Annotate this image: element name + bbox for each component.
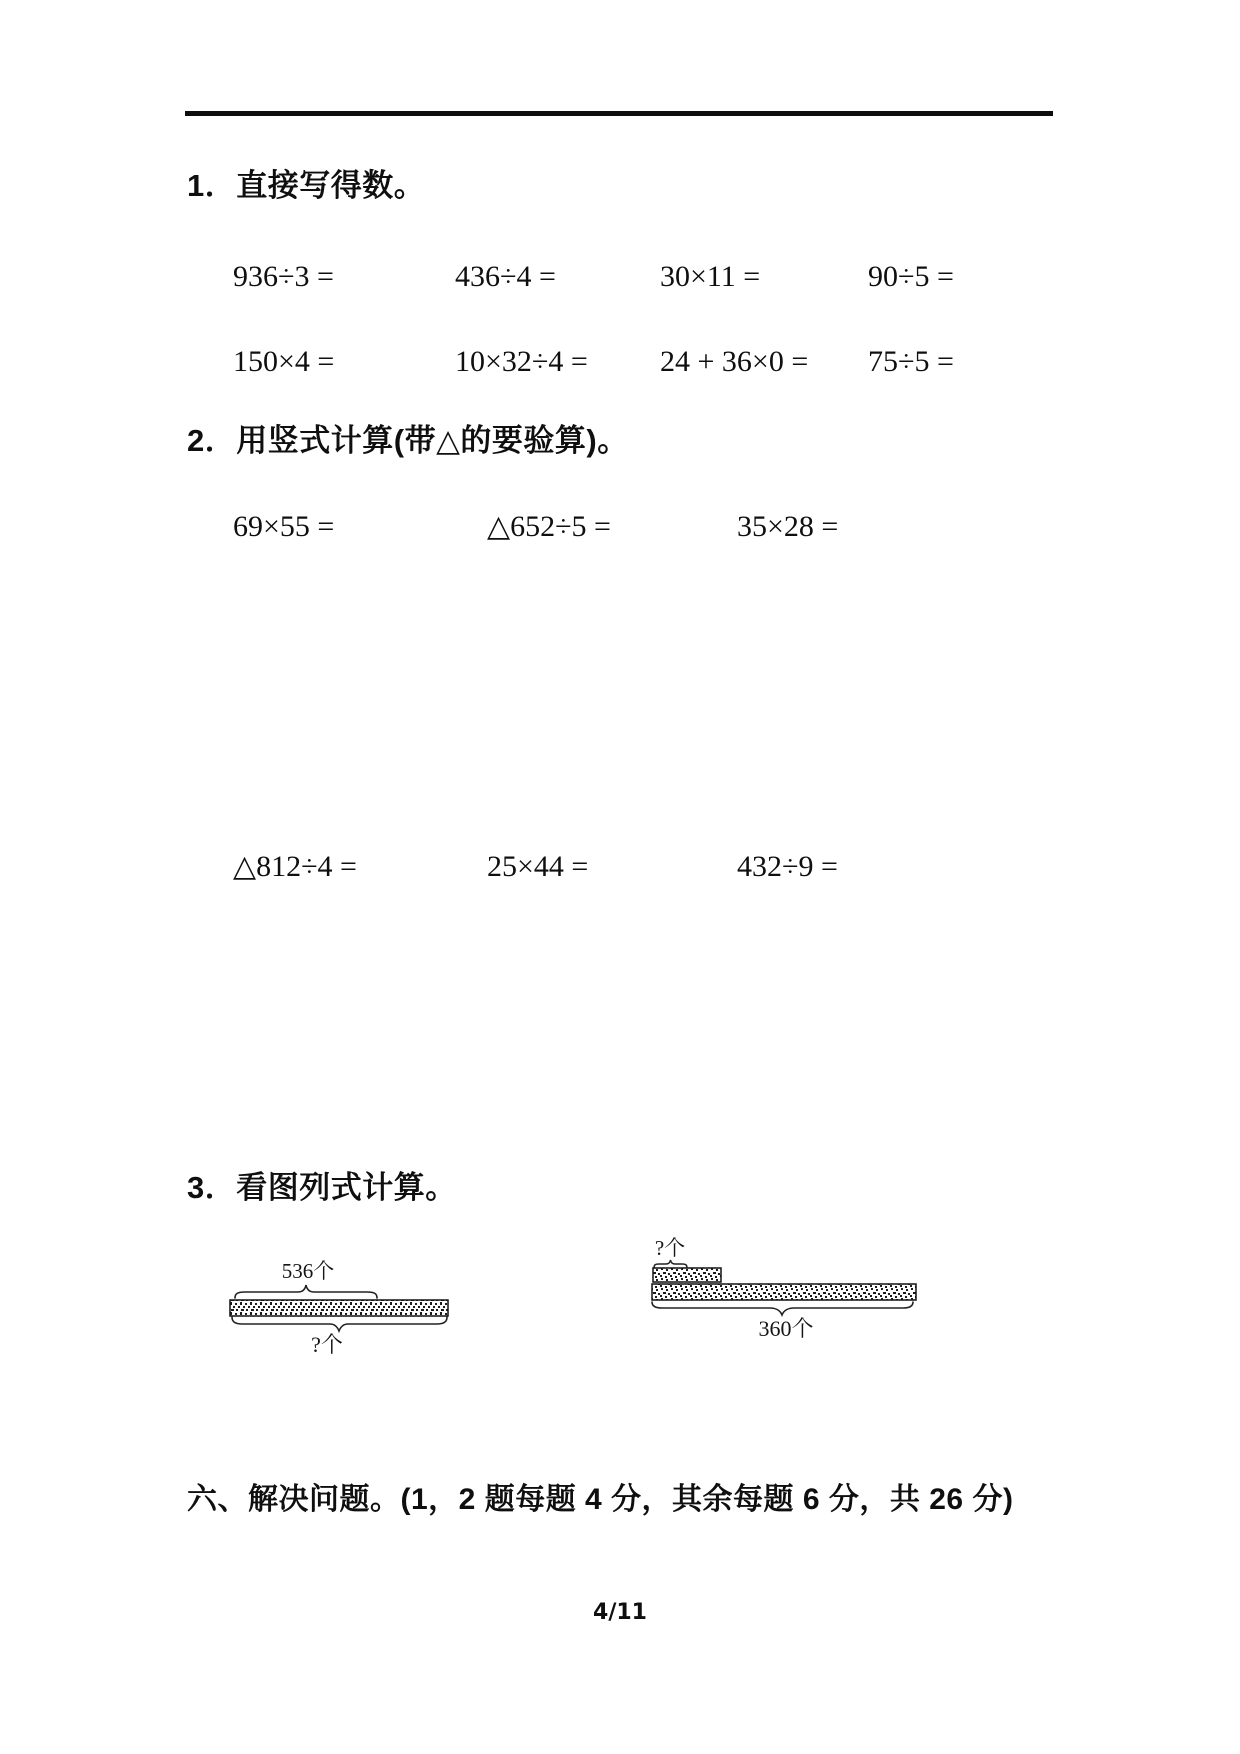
q1-expression-2: 436÷4 = (455, 260, 556, 293)
section6-heading: 六、解决问题。(1，2 题每题 4 分，其余每题 6 分，共 26 分) (187, 1483, 1014, 1516)
q2-expression-2: △652÷5 = (487, 510, 611, 543)
diagram-right-bottom-brace (652, 1302, 913, 1315)
q2-expression-1: 69×55 = (233, 510, 335, 543)
diagram-left-bottom-brace (232, 1317, 447, 1331)
q2-expression-3: 35×28 = (737, 510, 839, 543)
diagram-right-long-bar (652, 1284, 916, 1300)
diagram-right-top-brace (654, 1260, 687, 1268)
page-number: 4/11 (593, 1600, 647, 1625)
question2-heading: 2．用竖式计算(带△的要验算)。 (187, 423, 629, 458)
diagram-left-total-label: ?个 (311, 1332, 343, 1357)
header-rule (185, 111, 1053, 116)
q1-expression-8: 75÷5 = (868, 345, 954, 378)
q2-expression-4: △812÷4 = (233, 850, 357, 883)
bar-diagram-right (630, 1228, 930, 1342)
diagram-right-part-label: ?个 (654, 1236, 686, 1260)
question3-heading: 3．看图列式计算。 (187, 1170, 457, 1205)
q1-expression-5: 150×4 = (233, 345, 335, 378)
diagram-right-short-bar (653, 1268, 721, 1282)
q1-expression-7: 24 + 36×0 = (660, 345, 809, 378)
diagram-left-part-label: 536个 (281, 1259, 335, 1283)
bar-diagram-left (205, 1252, 495, 1362)
diagram-left-bar (230, 1300, 448, 1316)
diagram-right-total-label: 360个 (758, 1316, 814, 1341)
q1-expression-1: 936÷3 = (233, 260, 334, 293)
q2-expression-5: 25×44 = (487, 850, 589, 883)
q1-expression-6: 10×32÷4 = (455, 345, 588, 378)
q1-expression-4: 90÷5 = (868, 260, 954, 293)
question1-heading: 1．直接写得数。 (187, 168, 426, 203)
q1-expression-3: 30×11 = (660, 260, 761, 293)
diagram-left-top-brace (235, 1285, 377, 1298)
q2-expression-6: 432÷9 = (737, 850, 838, 883)
